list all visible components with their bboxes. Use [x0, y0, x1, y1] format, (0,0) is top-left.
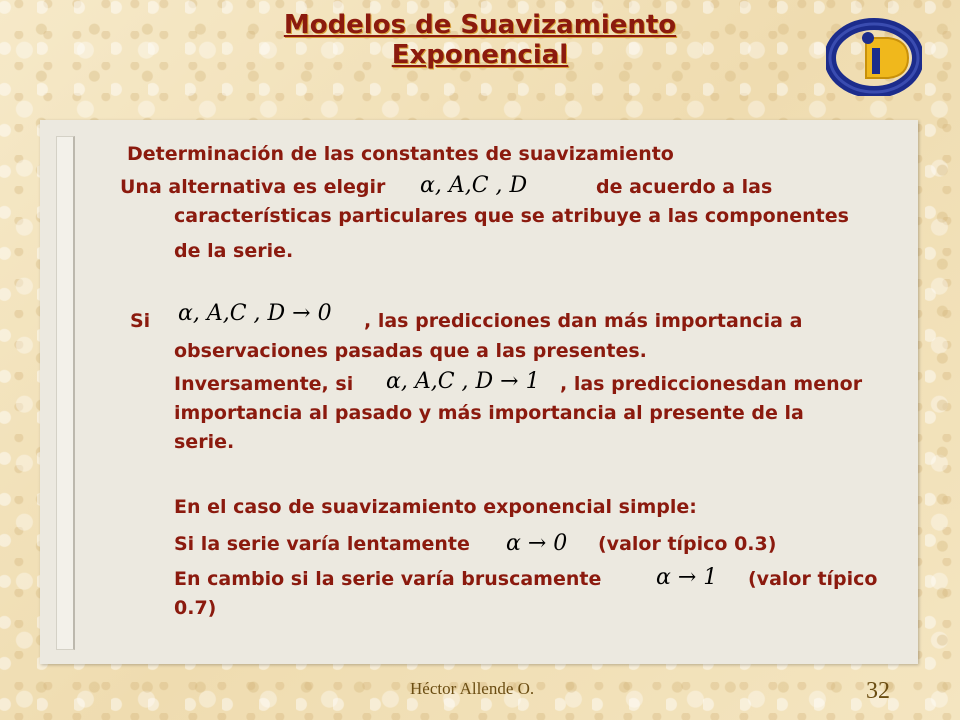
footer-author: Héctor Allende O.: [410, 679, 535, 698]
p3-text-c: importancia al pasado y más importancia al presente de la: [174, 402, 804, 424]
p2-text-a: Si: [130, 310, 151, 332]
title-line-2: Exponencial: [391, 40, 569, 70]
p4-text-e: (valor típico: [748, 568, 878, 590]
p3-text-b: , las prediccionesdan menor: [560, 373, 863, 395]
p1-text-b: de acuerdo a las: [596, 176, 773, 198]
slide-title: [0, 10, 960, 70]
p1-text-c: características particulares que se atribuye a las componentes: [174, 205, 849, 227]
p4-text-c: (valor típico 0.3): [598, 533, 777, 555]
math-to-one: α, A,C , D → 1: [386, 369, 540, 394]
math-alpha-to-one: α → 1: [656, 565, 718, 590]
p3-text-a: Inversamente, si: [174, 373, 354, 395]
math-alpha-to-zero: α → 0: [506, 531, 568, 556]
p4-text-f: 0.7): [174, 597, 217, 619]
p4-text-d: En cambio si la serie varía bruscamente: [174, 568, 602, 590]
math-alpha-a-c-d: α, A,C , D: [420, 173, 528, 198]
p2-text-b: , las predicciones dan más importancia a: [364, 310, 803, 332]
page-number: 32: [866, 678, 890, 704]
panel-left-bar: [56, 136, 75, 650]
title-line-1: Modelos de Suavizamiento: [283, 10, 677, 40]
university-logo: [826, 18, 922, 96]
p4-text-b: Si la serie varía lentamente: [174, 533, 470, 555]
math-to-zero: α, A,C , D → 0: [178, 301, 332, 326]
p3-text-d: serie.: [174, 431, 235, 453]
p4-text-a: En el caso de suavizamiento exponencial simple:: [174, 496, 697, 518]
p2-text-c: observaciones pasadas que a las presentes.: [174, 340, 647, 362]
p1-text-a: Una alternativa es elegir: [120, 176, 386, 198]
p1-text-d: de la serie.: [174, 240, 294, 262]
section-heading: Determinación de las constantes de suavizamiento: [127, 143, 674, 165]
